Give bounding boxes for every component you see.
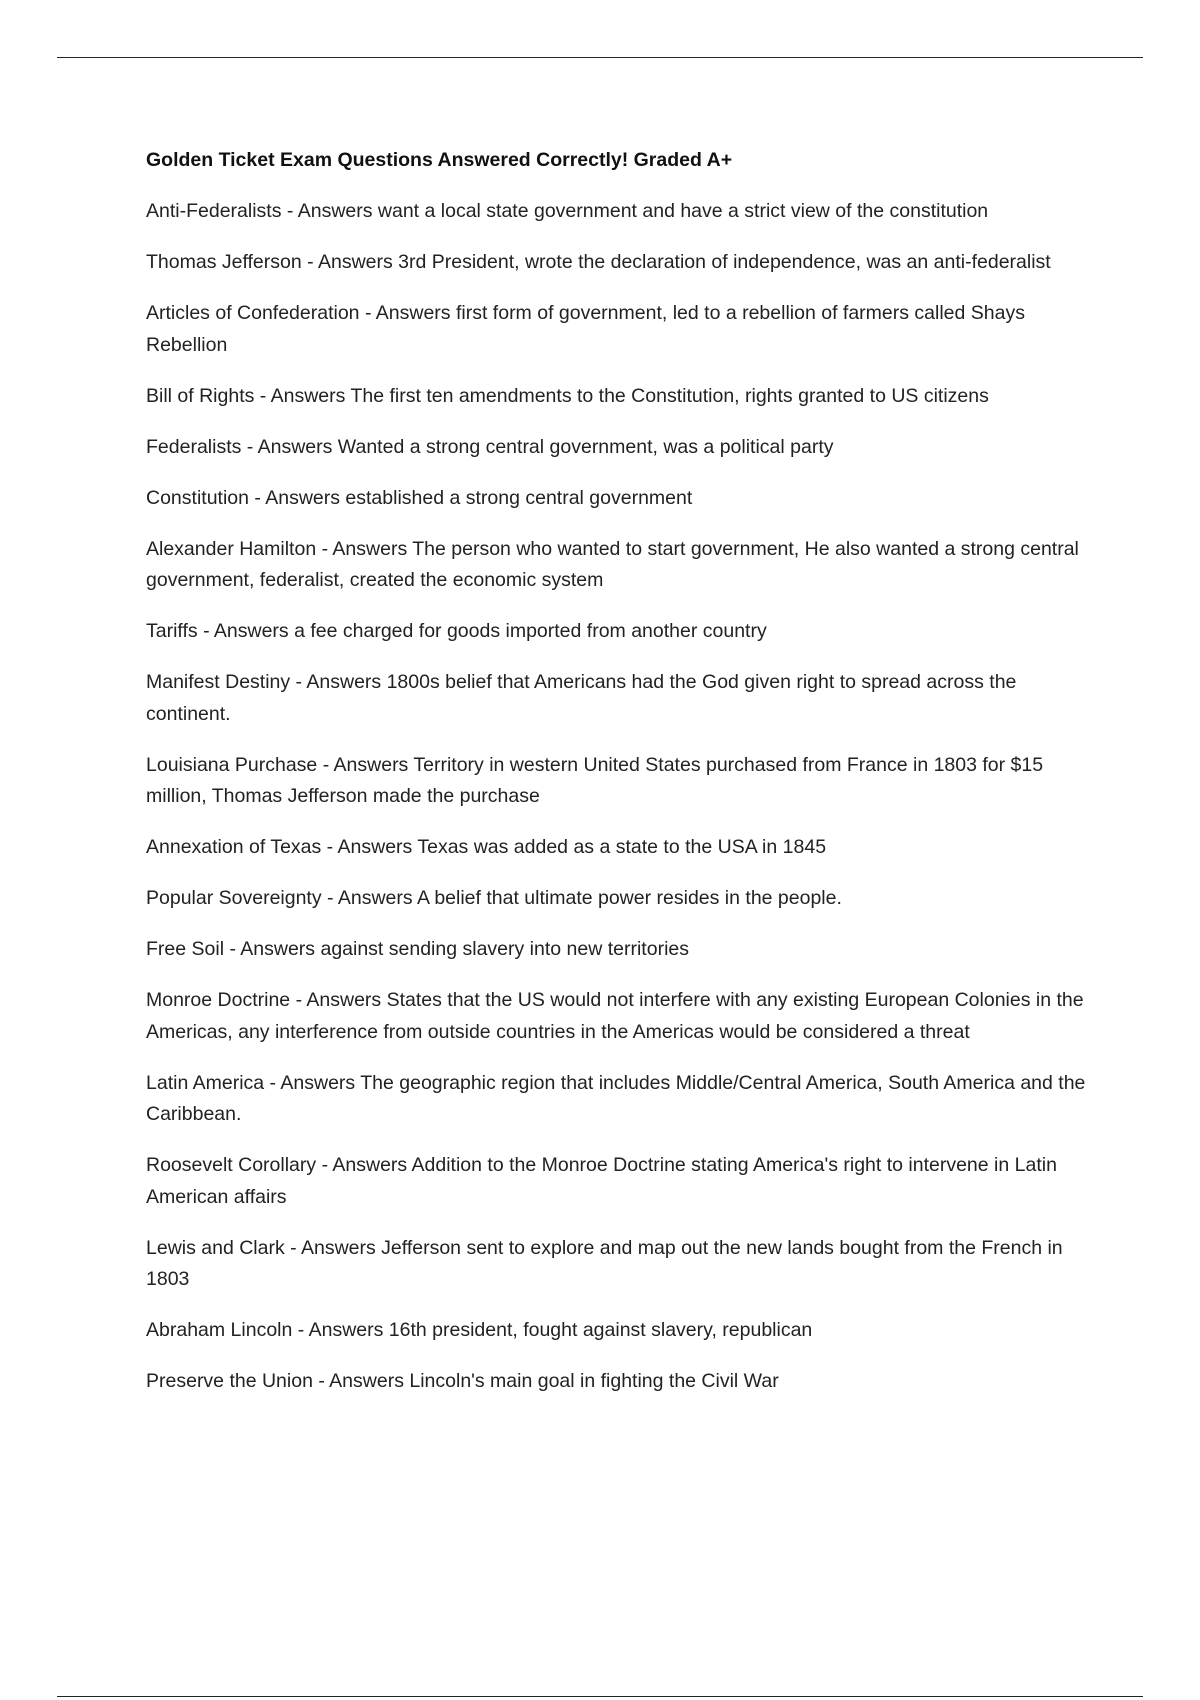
- qa-item: Thomas Jefferson - Answers 3rd President, wrote the declaration of independence, was an anti-federalist: [146, 251, 1051, 273]
- qa-item: Federalists - Answers Wanted a strong central government, was a political party: [146, 435, 834, 458]
- qa-item: Bill of Rights - Answers The first ten amendments to the Constitution, rights granted to US citizens: [146, 384, 989, 407]
- qa-item: Manifest Destiny - Answers 1800s belief that Americans had the God given right to spread across the continent.: [146, 671, 1017, 725]
- document-title: Golden Ticket Exam Questions Answered Correctly! Graded A+: [146, 149, 733, 171]
- qa-item: Annexation of Texas - Answers Texas was added as a state to the USA in 1845: [146, 836, 827, 858]
- header-rule: [57, 57, 1143, 58]
- qa-item: Preserve the Union - Answers Lincoln's main goal in fighting the Civil War: [146, 1370, 779, 1392]
- qa-item: Roosevelt Corollary - Answers Addition to the Monroe Doctrine stating America's right to intervene in Latin American affairs: [146, 1154, 1057, 1208]
- qa-item: Monroe Doctrine - Answers States that the US would not interfere with any existing European Colonies in the Americas, any interference from outside countries in the Americas would be considered a threat: [146, 989, 1084, 1043]
- qa-item: Latin America - Answers The geographic region that includes Middle/Central America, South America and the Caribbean.: [146, 1071, 1086, 1125]
- qa-item: Lewis and Clark - Answers Jefferson sent to explore and map out the new lands bought from the French in 1803: [146, 1236, 1063, 1290]
- document-body: [146, 145, 1086, 1417]
- qa-item: Alexander Hamilton - Answers The person who wanted to start government, He also wanted a strong central government, federalist, created the economic system: [146, 537, 1079, 591]
- qa-item: Articles of Confederation - Answers first form of government, led to a rebellion of farmers called Shays Rebellion: [146, 302, 1025, 356]
- qa-item: Louisiana Purchase - Answers Territory in western United States purchased from France in 1803 for $15 million, Thomas Jefferson made the purchase: [146, 753, 1044, 807]
- qa-item: Abraham Lincoln - Answers 16th president, fought against slavery, republican: [146, 1319, 813, 1341]
- footer-rule: [57, 1696, 1143, 1697]
- qa-item: Free Soil - Answers against sending slavery into new territories: [146, 938, 689, 960]
- qa-item: Tariffs - Answers a fee charged for goods imported from another country: [146, 620, 767, 642]
- qa-list: [146, 196, 1086, 1398]
- qa-item: Anti-Federalists - Answers want a local state government and have a strict view of the constitution: [146, 200, 989, 222]
- qa-item: Constitution - Answers established a strong central government: [146, 486, 693, 509]
- qa-item: Popular Sovereignty - Answers A belief that ultimate power resides in the people.: [146, 887, 842, 909]
